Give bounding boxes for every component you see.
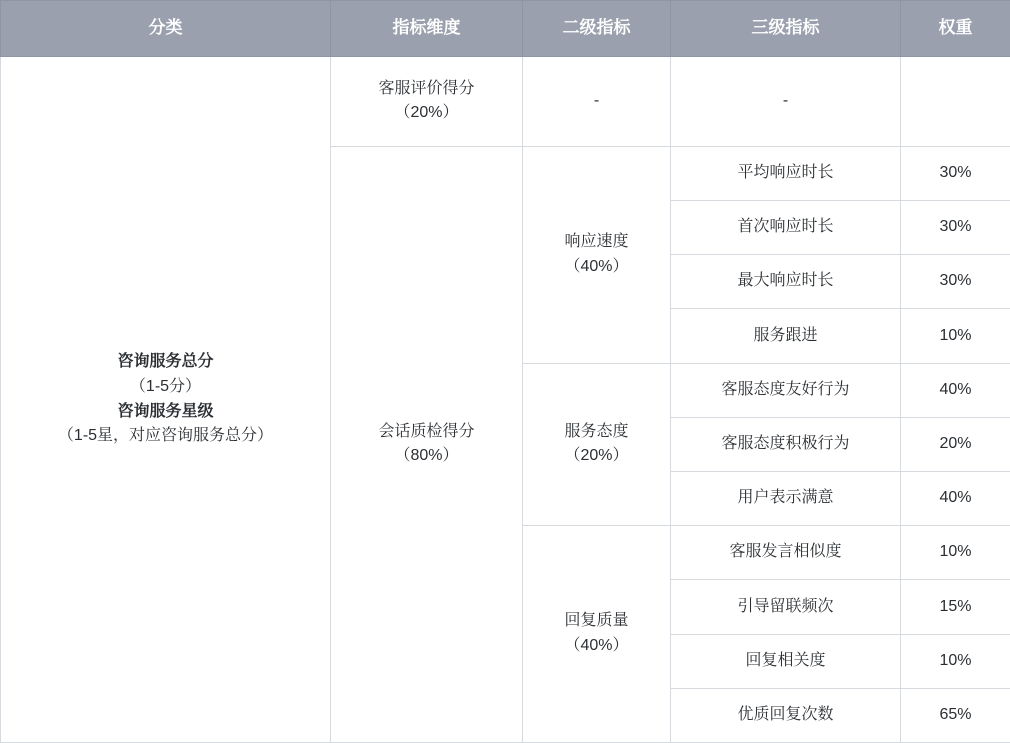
weight-cell-rating <box>901 57 1010 147</box>
dimension-cell-rating <box>331 57 523 147</box>
column-header-dimension: 指标维度 <box>331 1 523 57</box>
level2-cell-service-attitude <box>523 363 671 526</box>
level3-cell: 引导留联频次 <box>671 580 901 634</box>
level2-name-service-attitude: 服务态度 <box>564 422 629 440</box>
level3-cell: 最大响应时长 <box>671 255 901 309</box>
category-range-score: （1-5分） <box>129 377 202 395</box>
level2-name-reply-quality: 回复质量 <box>564 612 629 630</box>
weight-cell: 30% <box>901 200 1010 254</box>
table-row <box>1 57 1010 147</box>
table-header-row <box>1 1 1010 57</box>
level2-weight-response-speed: （40%） <box>564 257 629 275</box>
level3-cell: 平均响应时长 <box>671 146 901 200</box>
weight-cell: 40% <box>901 471 1010 525</box>
weight-cell: 30% <box>901 146 1010 200</box>
weight-cell: 40% <box>901 363 1010 417</box>
dimension-name-quality: 会话质检得分 <box>378 422 475 440</box>
level3-cell: 优质回复次数 <box>671 688 901 742</box>
level2-cell-reply-quality <box>523 526 671 743</box>
category-cell <box>1 57 331 743</box>
level2-cell-rating: - <box>523 57 671 147</box>
column-header-level2: 二级指标 <box>523 1 671 57</box>
level2-cell-response-speed <box>523 146 671 363</box>
column-header-weight: 权重 <box>901 1 1010 57</box>
weight-cell: 10% <box>901 309 1010 363</box>
weight-cell: 10% <box>901 634 1010 688</box>
level2-name-response-speed: 响应速度 <box>564 232 629 250</box>
category-title-star: 咨询服务星级 <box>117 402 214 420</box>
table-header <box>1 1 1010 57</box>
level3-cell: 用户表示满意 <box>671 471 901 525</box>
dimension-weight-quality: （80%） <box>394 447 459 465</box>
level2-weight-reply-quality: （40%） <box>564 637 629 655</box>
level3-cell: 客服态度积极行为 <box>671 417 901 471</box>
level3-cell-rating: - <box>671 57 901 147</box>
level3-cell: 回复相关度 <box>671 634 901 688</box>
level3-cell: 客服发言相似度 <box>671 526 901 580</box>
level2-weight-service-attitude: （20%） <box>564 447 629 465</box>
weight-cell: 15% <box>901 580 1010 634</box>
level3-cell: 客服态度友好行为 <box>671 363 901 417</box>
dimension-weight-rating: （20%） <box>394 104 459 122</box>
level3-cell: 首次响应时长 <box>671 200 901 254</box>
level3-cell: 服务跟进 <box>671 309 901 363</box>
dimension-cell-quality <box>331 146 523 742</box>
weight-cell: 10% <box>901 526 1010 580</box>
weight-cell: 30% <box>901 255 1010 309</box>
weight-cell: 20% <box>901 417 1010 471</box>
table-body <box>1 57 1010 743</box>
column-header-level3: 三级指标 <box>671 1 901 57</box>
dimension-name-rating: 客服评价得分 <box>378 79 475 97</box>
category-title-score: 咨询服务总分 <box>117 352 214 370</box>
category-range-star: （1-5星，对应咨询服务总分） <box>57 427 274 445</box>
weight-cell: 65% <box>901 688 1010 742</box>
column-header-category: 分类 <box>1 1 331 57</box>
